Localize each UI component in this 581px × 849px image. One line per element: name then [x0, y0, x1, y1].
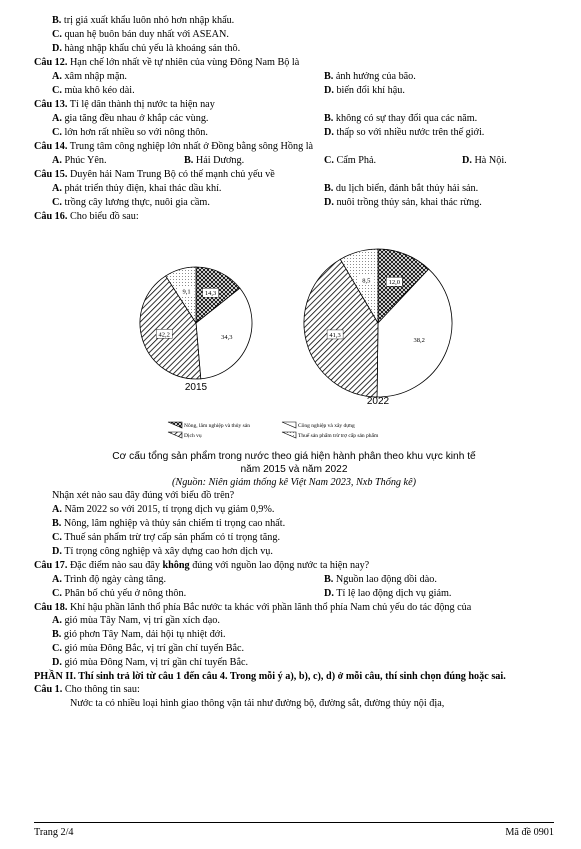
option-d-top: D. hàng nhập khẩu chủ yếu là khoáng sản thô. — [52, 43, 241, 54]
legend-swatch-agri — [168, 422, 182, 428]
q18-option-b: B. gió phơn Tây Nam, dải hội tụ nhiệt đới. — [52, 629, 226, 640]
exam-code: Mã đề 0901 — [505, 827, 554, 838]
pie-label-2015-service: 42,2 — [158, 331, 170, 339]
question-16: Câu 16. Cho biểu đồ sau: — [34, 211, 139, 222]
legend-swatch-industry — [282, 422, 296, 428]
q16-ask: Nhận xét nào sau đây đúng với biểu đồ trên? — [52, 490, 235, 501]
pie-label-2022-tax: 8,5 — [362, 277, 371, 285]
chart-source: (Nguồn: Niên giám thống kê Việt Nam 2023, Nxb Thống kê) — [172, 477, 416, 488]
pie-label-2015-agri: 14,3 — [204, 290, 217, 298]
question-12: Câu 12. Hạn chế lớn nhất về tự nhiên của vùng Đông Nam Bộ là — [34, 57, 300, 68]
legend-label-agri: Nông, lâm nghiệp và thủy sản — [184, 423, 250, 429]
question-18: Câu 18. Khí hậu phần lãnh thổ phía Bắc nước ta khác với phần lãnh thổ phía Nam chủ yếu do tác động của — [34, 602, 472, 613]
pie-year-2022: 2022 — [366, 396, 390, 407]
page-number: Trang 2/4 — [34, 827, 74, 838]
part2-question-1: Câu 1. Cho thông tin sau: — [34, 684, 140, 695]
legend-swatch-service — [168, 432, 182, 438]
legend-label-tax: Thuế sản phẩm trừ trợ cấp sản phẩm — [298, 433, 379, 439]
q12-row2: C. mùa khô kéo dài. D. biến đổi khí hậu. — [52, 85, 405, 96]
pie-year-2015: 2015 — [184, 382, 208, 393]
page-footer — [34, 822, 554, 841]
pie-label-2015-industry: 34,3 — [221, 333, 233, 341]
q14-row: A. Phúc Yên. B. Hải Dương. C. Cẩm Phả. D. Hà Nội. — [52, 155, 507, 166]
q16-option-a: A. Năm 2022 so với 2015, tỉ trọng dịch vụ giảm 0,9%. — [52, 504, 275, 515]
legend-label-industry: Công nghiệp và xây dựng — [298, 423, 355, 429]
q15-row2: C. trồng cây lương thực, nuôi gia cầm. D. nuôi trồng thủy sản, khai thác rừng. — [52, 197, 482, 208]
q16-option-c: C. Thuế sản phẩm trừ trợ cấp sản phẩm có tỉ trọng tăng. — [52, 532, 281, 543]
pie-chart-svg — [34, 224, 554, 450]
pie-label-2022-agri: 12,0 — [388, 279, 401, 287]
legend-label-service: Dịch vụ — [184, 433, 202, 439]
question-14: Câu 14. Trung tâm công nghiệp lớn nhất ở Đồng bằng sông Hồng là — [34, 141, 314, 152]
q18-option-c: C. gió mùa Đông Bắc, vị trí gần chí tuyến Bắc. — [52, 643, 245, 654]
q13-row2: C. lớn hơn rất nhiều so với nông thôn. D. thấp so với nhiều nước trên thế giới. — [52, 127, 485, 138]
chart-caption-2: năm 2015 và năm 2022 — [240, 464, 348, 475]
question-15: Câu 15. Duyên hải Nam Trung Bộ có thế mạnh chủ yếu về — [34, 169, 275, 180]
option-b-top: B. trị giá xuất khẩu luôn nhỏ hơn nhập khẩu. — [52, 15, 235, 26]
q16-option-b: B. Nông, lâm nghiệp và thủy sản chiếm tỉ trọng cao nhất. — [52, 518, 286, 529]
pie-charts — [34, 224, 554, 450]
pie-label-2022-service: 41,3 — [329, 331, 341, 339]
part2-paragraph: Nước ta có nhiều loại hình giao thông vận tải như đường bộ, đường sắt, đường thủy nội địa, — [70, 698, 445, 709]
legend-swatch-tax — [282, 432, 296, 438]
exam-page — [34, 14, 554, 711]
question-13: Câu 13. Tỉ lệ dân thành thị nước ta hiện nay — [34, 99, 215, 110]
q18-option-a: A. gió mùa Tây Nam, vị trí gần xích đạo. — [52, 615, 220, 626]
pie-label-2015-tax: 9,1 — [182, 288, 191, 296]
chart-legend — [168, 422, 379, 439]
question-17: Câu 17. Đặc điểm nào sau đây không đúng với nguồn lao động nước ta hiện nay? — [34, 560, 370, 571]
q15-row1: A. phát triển thủy điện, khai thác dầu khí. B. du lịch biển, đánh bắt thủy hải sản. — [52, 183, 479, 194]
option-c-top: C. quan hệ buôn bán duy nhất với ASEAN. — [52, 29, 229, 40]
q12-row1: A. xâm nhập mặn. B. ảnh hưởng của bão. — [52, 71, 416, 82]
q18-option-d: D. gió mùa Đông Nam, vị trí gần chí tuyến Bắc. — [52, 657, 249, 668]
q17-row1: A. Trình độ ngày càng tăng. B. Nguồn lao động dồi dào. — [52, 574, 437, 585]
chart-caption-1: Cơ cấu tổng sản phẩm trong nước theo giá hiện hành phân theo khu vực kinh tế — [112, 451, 476, 462]
pie-label-2022-industry: 38,2 — [413, 337, 425, 345]
q16-option-d: D. Tỉ trọng công nghiệp và xây dựng cao hơn dịch vụ. — [52, 546, 273, 557]
q17-row2: C. Phân bố chủ yếu ở nông thôn. D. Tỉ lệ lao động dịch vụ giảm. — [52, 588, 452, 599]
q13-row1: A. gia tăng đều nhau ở khắp các vùng. B. không có sự thay đổi qua các năm. — [52, 113, 478, 124]
part-2-heading: PHẦN II. Thí sinh trả lời từ câu 1 đến câu 4. Trong mỗi ý a), b), c), d) ở mỗi câu, thí sinh chọn đúng hoặc sai. — [34, 671, 506, 682]
